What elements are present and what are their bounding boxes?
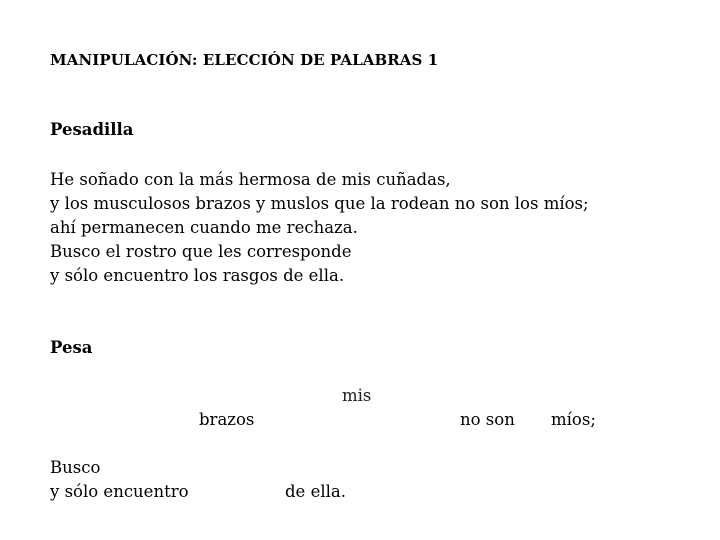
poem-line: ahí permanecen cuando me rechaza. [50, 218, 358, 237]
fragment-word-busco: Busco [50, 458, 101, 477]
poem-line: He soñado con la más hermosa de mis cuñadas, [50, 170, 451, 189]
fragment-word-mis: mis [342, 386, 372, 405]
fragment-word-brazos: brazos [199, 410, 255, 429]
fragment-title: Pesa [50, 338, 93, 357]
fragment-word-mios: míos; [551, 410, 596, 429]
poem-line: y los musculosos brazos y muslos que la rodean no son los míos; [50, 194, 589, 213]
poem-title: Pesadilla [50, 120, 134, 139]
fragment-word-y-solo-encuentro: y sólo encuentro [50, 482, 189, 501]
exercise-heading: MANIPULACIÓN: ELECCIÓN DE PALABRAS 1 [50, 51, 439, 69]
fragment-word-de-ella: de ella. [285, 482, 346, 501]
poem-line: Busco el rostro que les corresponde [50, 242, 352, 261]
fragment-word-no-son: no son [460, 410, 515, 429]
poem-line: y sólo encuentro los rasgos de ella. [50, 266, 345, 285]
